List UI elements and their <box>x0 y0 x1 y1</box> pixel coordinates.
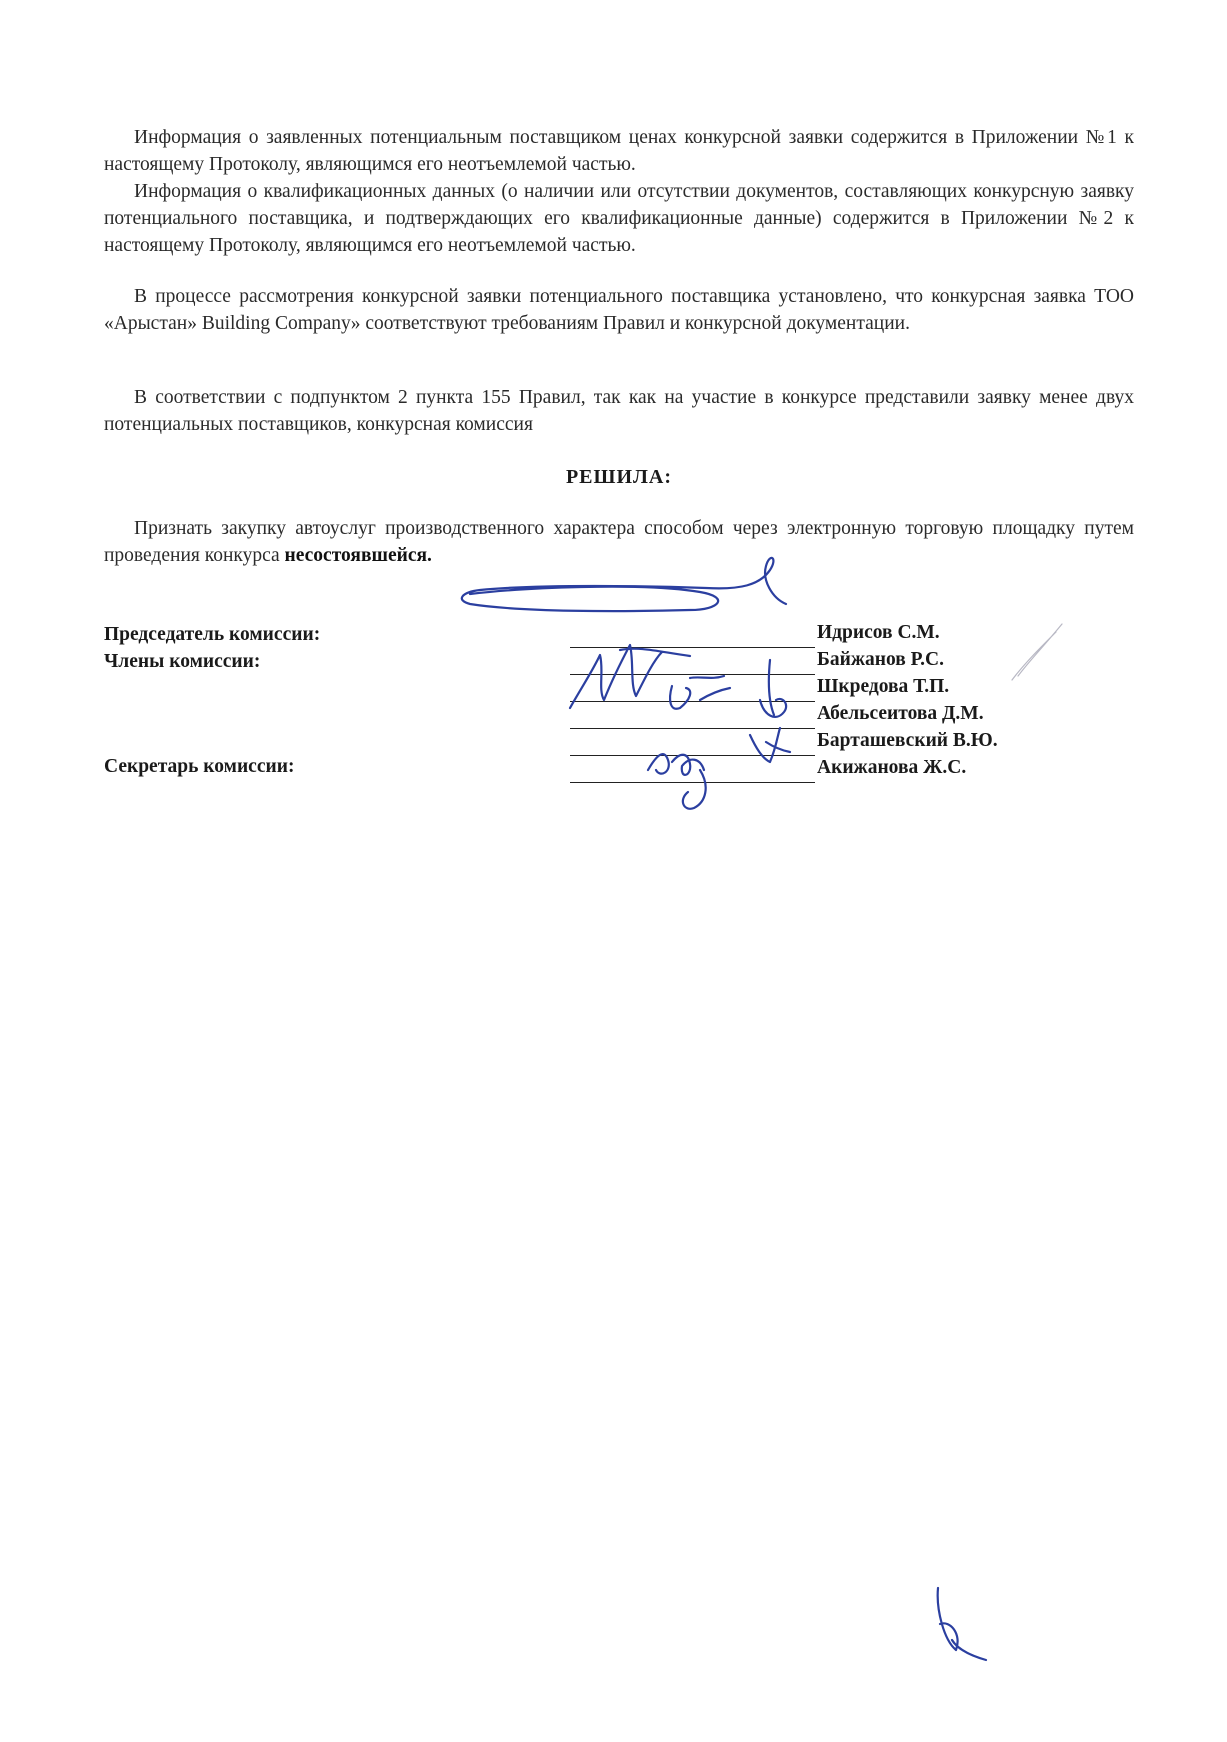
chairman-label: Председатель комиссии: <box>104 624 321 645</box>
signatory-name: Байжанов Р.С. <box>817 649 944 670</box>
decision-text: Признать закупку автоуслуг производственного характера способом через электронную торговую площадку путем проведения конкурса <box>104 518 1134 566</box>
info-paragraphs <box>104 124 1134 259</box>
signature-lines <box>570 621 815 783</box>
signatory-names <box>817 619 998 781</box>
decision-heading: РЕШИЛА: <box>565 466 673 488</box>
signature-line <box>570 756 815 783</box>
signature-line <box>570 702 815 729</box>
signatory-name: Абельсеитова Д.М. <box>817 703 984 724</box>
signature-line <box>570 729 815 756</box>
signatory-name: Идрисов С.М. <box>817 622 940 643</box>
paragraph-qualification-info: Информация о квалификационных данных (о наличии или отсутствии документов, составляющих конкурсную заявку потенциального поставщика, и подтверждающих его квалификационные данные) содержится в Приложении №2 к настоящему Протоколу, являющимся его неотъемлемой частью. <box>104 181 1134 256</box>
page-initial <box>938 1588 986 1660</box>
signature-line <box>570 648 815 675</box>
signature-line <box>570 675 815 702</box>
members-label: Члены комиссии: <box>104 651 261 672</box>
secretary-label: Секретарь комиссии: <box>104 756 295 777</box>
paragraph-decision <box>104 515 1134 569</box>
signatory-name: Акижанова Ж.С. <box>817 757 967 778</box>
decision-paragraph-block <box>104 515 1134 569</box>
paragraph-prices-info: Информация о заявленных потенциальным поставщиком ценах конкурсной заявки содержится в Приложении №1 к настоящему Протоколу, являющимся его неотъемлемой частью. <box>104 127 1134 175</box>
signatory-name: Шкредова Т.П. <box>817 676 950 697</box>
paragraph-legal-basis: В соответствии с подпунктом 2 пункта 155 Правил, так как на участие в конкурсе представили заявку менее двух потенциальных поставщиков, конкурсная комиссия <box>104 387 1134 435</box>
decision-result: несостоявшейся. <box>284 545 432 566</box>
signatory-name: Барташевский В.Ю. <box>817 730 998 751</box>
pencil-mark <box>1012 624 1062 680</box>
signature-labels <box>104 621 321 777</box>
signature-line <box>570 621 815 648</box>
basis-paragraph-block <box>104 384 1134 438</box>
review-paragraph-block <box>104 283 1134 337</box>
paragraph-review-result: В процессе рассмотрения конкурсной заявки потенциального поставщика установлено, что конкурсная заявка ТОО «Арыстан» Building Company» соответствуют требованиям Правил и конкурсной документации. <box>104 286 1134 334</box>
